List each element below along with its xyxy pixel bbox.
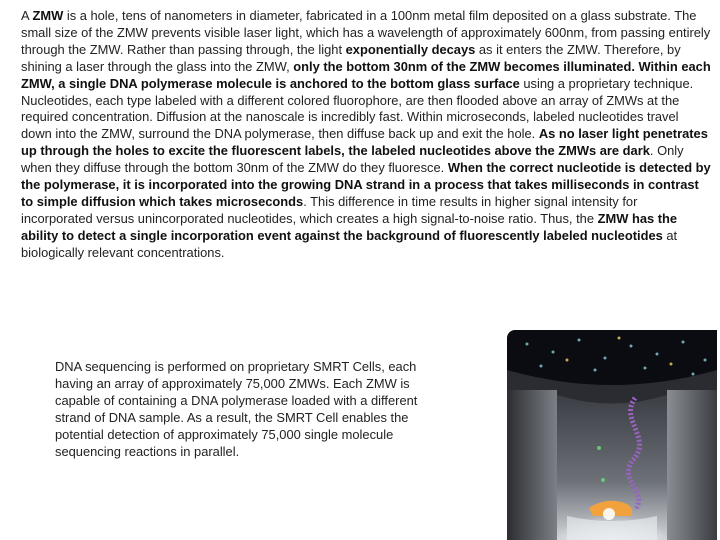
bold-phrase: ZMW has the ability to detect a single incorporation event against the background of fluorescently labeled nucleotides (21, 210, 678, 243)
text-run: at biologically relevant concentrations. (21, 227, 678, 260)
bold-phrase: When the correct nucleotide is detected by the polymerase, it is incorporated into the growing DNA strand in a process that takes milliseconds in contrast to simple diffusion which takes microseconds (21, 160, 711, 209)
text-run: . This difference in time results in higher signal intensity for incorporated versus unincorporated nucleotides, which creates a high signal-to-noise ratio. Thus, the (21, 193, 638, 226)
bold-phrase: only the bottom 30nm of the ZMW becomes illuminated. Within each ZMW, a single DNA polymerase molecule is anchored to the bottom glass surface (21, 58, 711, 91)
text-run: is a hole, tens of nanometers in diameter, fabricated in a 100nm metal film deposited on a glass substrate. The small size of the ZMW prevents visible laser light, which has a wavelength of approximately 600nm, from passing entirely through the ZMW. Rather than passing through, the light (21, 8, 711, 57)
bold-phrase: exponentially decays (345, 41, 476, 57)
text-run: as it enters the ZMW. Therefore, by shining a laser through the glass into the ZMW, (21, 41, 681, 74)
smrt-cell-paragraph: DNA sequencing is performed on proprietary SMRT Cells, each having an array of approximately 75,000 ZMWs. Each ZMW is capable of containing a DNA polymerase loaded with a different strand of DNA sample. As a result, the SMRT Cell enables the potential detection of approximately 75,000 single molecule sequencing reactions in parallel. (55, 359, 418, 459)
text-run: . Only when they diffuse through the bottom 30nm of the ZMW do they fluoresce. (21, 143, 684, 176)
text-run: using a proprietary technique. Nucleotides, each type labeled with a different colored fluorophore, are then flooded above an array of ZMWs at the required concentration. Diffusion at the nanoscale is incredibly fast. Within microseconds, labeled nucleotides travel down into the ZMW, surround the DNA polymerase, then diffuse back up and exit the hole. (21, 75, 694, 142)
bold-phrase: As no laser light penetrates up through the holes to excite the fluorescent labels, the labeled nucleotides above the ZMWs are dark (21, 126, 708, 159)
bold-phrase: ZMW (32, 8, 64, 23)
main-paragraph (21, 8, 711, 262)
zmw-illustration (507, 330, 717, 540)
zmw-well-illustration-icon (507, 330, 717, 540)
text-run: A (21, 8, 33, 23)
